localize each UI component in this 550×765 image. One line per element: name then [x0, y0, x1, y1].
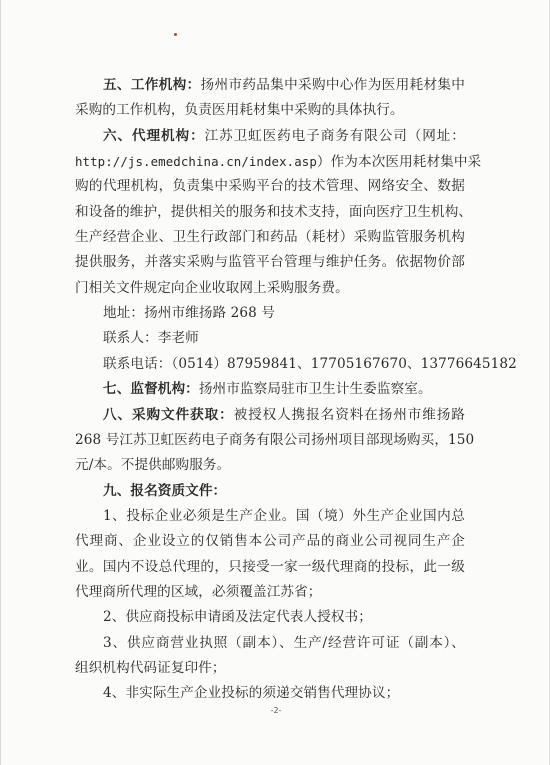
address-line: 地址：扬州市维扬路 268 号	[103, 305, 276, 321]
scan-mark	[174, 33, 177, 36]
section-5-line-1	[103, 77, 465, 94]
item-4-line-1: 4、非实际生产企业投标的须递交销售代理协议；	[103, 685, 400, 701]
section-8-text: 被授权人携报名资料在扬州市维扬路	[233, 407, 465, 423]
item-1-line-3: 业。国内不设总代理的，只接受一家一级代理商的投标，此一级	[75, 559, 465, 575]
item-2-line-1: 2、供应商投标申请函及法定代表人授权书；	[103, 609, 372, 625]
section-6-line-1	[103, 128, 465, 145]
section-6-line-5: 生产经营企业、卫生行政部门和药品（耗材）采购监管服务机构	[75, 229, 465, 245]
section-6-line-6: 提供服务，并落实采购与监管平台管理与维护任务。依据物价部	[75, 254, 465, 270]
section-6-text: 江苏卫虹医药电子商务有限公司（网址：	[204, 128, 465, 144]
section-6-text-2: ）作为本次医用耗材集中采	[316, 154, 482, 170]
section-8-line-3: 元/本。不提供邮购服务。	[75, 457, 231, 473]
contact-phone-line: 联系电话：（0514）87959841、17705167670、13776645182	[103, 356, 517, 372]
agency-website-url: http://js.emedchina.cn/index.asp	[75, 154, 317, 169]
item-1-line-1: 1、投标企业必须是生产企业。国（境）外生产企业国内总	[103, 508, 465, 524]
section-8-heading: 八、采购文件获取：	[103, 407, 234, 423]
section-6-line-2	[75, 153, 482, 171]
section-6-line-4: 和设备的维护，提供相关的服务和技术支持，面向医疗卫生机构、	[75, 204, 473, 220]
section-6-line-3: 购的代理机构，负责集中采购平台的技术管理、网络安全、数据	[75, 178, 465, 194]
item-3-line-1: 3、供应商营业执照（副本）、生产/经营许可证（副本）、	[103, 635, 465, 651]
section-8-line-1	[103, 407, 465, 424]
section-5-heading: 五、工作机构：	[103, 77, 201, 93]
section-7-heading: 七、监督机构：	[103, 381, 199, 397]
section-6-line-7: 门相关文件规定向企业收取网上采购服务费。	[75, 280, 349, 296]
section-5-text: 扬州市药品集中采购中心作为医用耗材集中	[200, 77, 465, 93]
section-7-line-1	[103, 381, 432, 398]
page-number: -2-	[270, 706, 282, 715]
section-7-text: 扬州市监察局驻市卫生计生委监察室。	[198, 381, 432, 397]
section-8-line-2: 268 号江苏卫虹医药电子商务有限公司扬州项目部现场购买，150	[75, 432, 475, 448]
item-1-line-4: 代理商所代理的区域，必须覆盖江苏省；	[75, 584, 322, 600]
section-6-heading: 六、代理机构：	[103, 128, 205, 144]
item-3-line-2: 组织机构代码证复印件；	[75, 660, 226, 676]
section-5-line-2: 采购的工作机构，负责医用耗材集中采购的具体执行。	[75, 102, 404, 118]
section-9-heading: 九、报名资质文件：	[103, 483, 227, 499]
contact-person-line: 联系人：李老师	[103, 330, 199, 346]
item-1-line-2: 代理商、企业设立的仅销售本公司产品的商业公司视同生产企	[75, 533, 465, 549]
